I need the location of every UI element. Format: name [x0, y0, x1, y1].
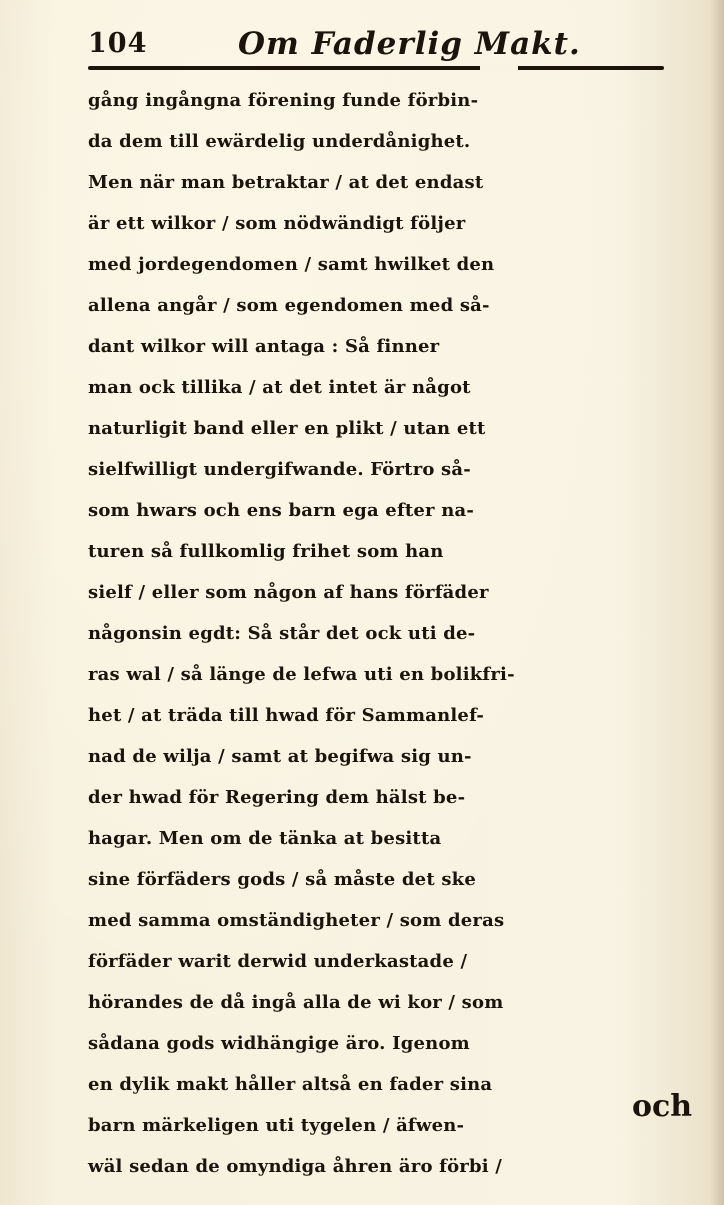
text-line: är ett wilkor / som nödwändigt följer [88, 213, 466, 234]
text-line: het / at träda till hwad för Sammanlef- [88, 705, 485, 726]
text-line: sådana gods widhängige äro. Igenom [88, 1033, 470, 1054]
text-line: Men när man betraktar / at det endast [88, 172, 484, 193]
page-edge-shadow [710, 0, 724, 1205]
text-line: sine förfäders gods / så måste det ske [88, 869, 476, 890]
text-line: man ock tillika / at det intet är något [88, 377, 471, 398]
text-line: dant wilkor will antaga : Så finner [88, 336, 440, 357]
text-line: en dylik makt håller altså en fader sina [88, 1074, 493, 1095]
text-line: sielf / eller som någon af hans förfäder [88, 582, 489, 603]
text-line: allena angår / som egendomen med så- [88, 295, 490, 316]
text-line: gång ingångna förening funde förbin- [88, 90, 479, 111]
text-line: turen så fullkomlig frihet som han [88, 541, 444, 562]
text-line: med jordegendomen / samt hwilket den [88, 254, 495, 275]
text-line: sielfwilligt undergifwande. Förtro så- [88, 459, 471, 480]
text-line: naturligit band eller en plikt / utan ett [88, 418, 486, 439]
page-header [88, 22, 668, 66]
text-line: wäl sedan de omyndiga åhren äro förbi / [88, 1156, 503, 1177]
text-line: barn märkeligen uti tygelen / äfwen- [88, 1115, 465, 1136]
text-line: der hwad för Regering dem hälst be- [88, 787, 466, 808]
text-line: hagar. Men om de tänka at besitta [88, 828, 442, 849]
page-number: 104 [88, 28, 148, 59]
text-line: som hwars och ens barn ega efter na- [88, 500, 475, 521]
header-rule [88, 66, 664, 70]
header-rule-gap [480, 64, 518, 72]
text-line: ras wal / så länge de lefwa uti en bolikfri- [88, 664, 515, 685]
body-text [88, 80, 688, 1187]
text-line: förfäder warit derwid underkastade / [88, 951, 468, 972]
text-line: da dem till ewärdelig underdånighet. [88, 131, 471, 152]
text-line: nad de wilja / samt at begifwa sig un- [88, 746, 472, 767]
text-line: hörandes de då ingå alla de wi kor / som [88, 992, 504, 1013]
catchword: och [632, 1089, 693, 1124]
text-line: någonsin egdt: Så står det ock uti de- [88, 623, 476, 644]
text-line: med samma omständigheter / som deras [88, 910, 505, 931]
running-head: Om Faderlig Makt. [238, 26, 581, 62]
